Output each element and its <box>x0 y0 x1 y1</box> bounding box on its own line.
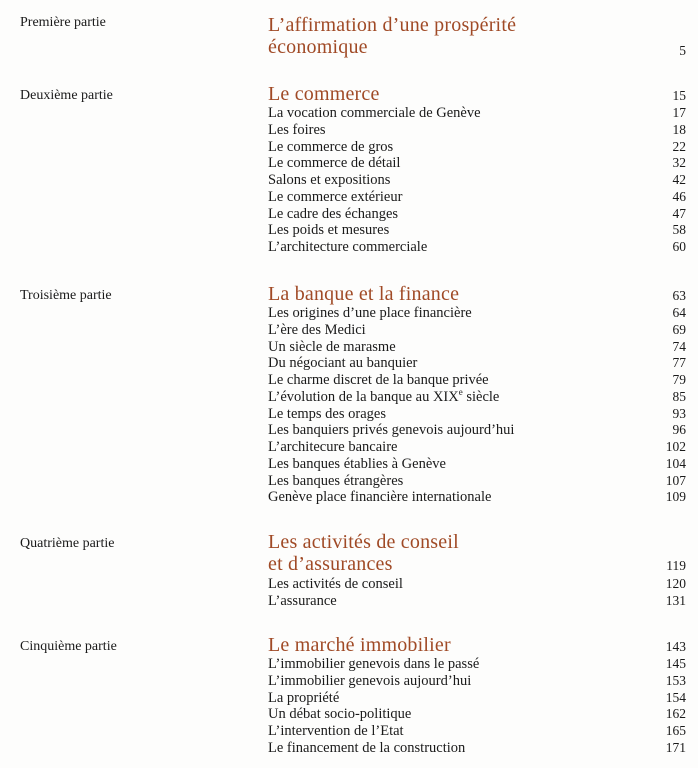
entry-page: 171 <box>665 739 686 755</box>
entry-title: Les banques étrangères <box>268 472 404 489</box>
entry-page: 153 <box>665 672 686 688</box>
entry-title: Les foires <box>268 121 326 138</box>
entry-page: 58 <box>672 222 686 238</box>
part-page-number: 143 <box>665 639 686 654</box>
part-label: Quatrième partie <box>20 536 115 551</box>
part-page-number: 63 <box>672 288 686 303</box>
entry-page: 22 <box>672 138 686 154</box>
entry-title: Du négociant au banquier <box>268 355 418 372</box>
entry-page: 60 <box>672 239 686 254</box>
part-title[interactable] <box>268 83 608 105</box>
entry-title: Les banques établies à Genève <box>268 455 446 472</box>
entry-page: 18 <box>672 121 686 137</box>
entry-title-after: siècle <box>462 388 500 405</box>
toc-entry[interactable] <box>268 456 686 473</box>
part-title-line: L’affirmation d’une prospérité <box>268 14 517 36</box>
entry-title: Le cadre des échanges <box>268 205 399 222</box>
toc-entry[interactable] <box>268 339 686 356</box>
entry-title: Le financement de la construction <box>268 739 466 756</box>
toc-entry[interactable] <box>268 673 686 690</box>
toc-entry[interactable] <box>268 690 686 707</box>
entry-title: Le temps des orages <box>268 405 386 422</box>
toc-entry[interactable] <box>268 105 686 122</box>
toc-entry[interactable] <box>268 706 686 723</box>
toc-entry[interactable] <box>268 189 686 206</box>
entry-page: 77 <box>672 355 686 371</box>
toc-entry[interactable] <box>268 206 686 223</box>
entry-page: 96 <box>672 422 686 438</box>
entry-page: 145 <box>665 656 686 671</box>
entry-list <box>268 576 686 610</box>
part-title-line: Le marché immobilier <box>268 634 451 656</box>
entry-title: L’intervention de l’Etat <box>268 723 404 739</box>
part-title-line: économique <box>268 36 368 58</box>
part-title[interactable] <box>268 14 608 58</box>
entry-title: L’assurance <box>268 592 337 609</box>
entry-title: Genève place financière internationale <box>268 489 492 506</box>
part-title-line: La banque et la finance <box>268 283 460 305</box>
entry-page: 85 <box>672 388 686 404</box>
entry-list <box>268 305 686 506</box>
toc-entry[interactable] <box>268 222 686 239</box>
part-page-number: 5 <box>679 43 686 58</box>
toc-entry[interactable] <box>268 740 686 757</box>
toc-entry[interactable] <box>268 172 686 189</box>
entry-page: 46 <box>672 188 686 204</box>
entry-page: 42 <box>672 172 686 187</box>
toc-entry[interactable] <box>268 239 686 256</box>
toc-entry[interactable] <box>268 372 686 389</box>
entry-title: L’architecure bancaire <box>268 439 398 455</box>
toc-entry[interactable] <box>268 155 686 172</box>
entry-page: 154 <box>665 689 686 705</box>
part-label: Deuxième partie <box>20 88 113 103</box>
entry-title: L’immobilier genevois aujourd’hui <box>268 672 472 689</box>
toc-entry[interactable] <box>268 422 686 439</box>
toc-entry[interactable] <box>268 656 686 673</box>
entry-title <box>268 386 500 405</box>
entry-title: Le commerce de gros <box>268 138 394 155</box>
toc-entry[interactable] <box>268 439 686 456</box>
entry-title: Un débat socio-politique <box>268 706 412 723</box>
part-page-number: 15 <box>672 88 686 103</box>
entry-list <box>268 656 686 757</box>
toc-entry[interactable] <box>268 723 686 740</box>
entry-page: 102 <box>665 439 686 454</box>
entry-title: Le commerce extérieur <box>268 188 403 205</box>
entry-title: L’immobilier genevois dans le passé <box>268 656 480 672</box>
toc-entry[interactable] <box>268 386 686 406</box>
part-title-line: Le commerce <box>268 83 380 105</box>
entry-page: 120 <box>665 576 686 591</box>
part-title[interactable] <box>268 634 608 656</box>
entry-page: 69 <box>672 321 686 337</box>
entry-page: 131 <box>665 592 686 608</box>
toc-entry[interactable] <box>268 576 686 593</box>
toc-entry[interactable] <box>268 406 686 423</box>
entry-title: Les poids et mesures <box>268 222 390 239</box>
entry-list <box>268 105 686 256</box>
part-title[interactable] <box>268 283 608 305</box>
toc-entry[interactable] <box>268 122 686 139</box>
entry-title: Les origines d’une place financière <box>268 305 472 321</box>
entry-page: 165 <box>665 723 686 738</box>
entry-page: 109 <box>665 489 686 505</box>
part-label: Troisième partie <box>20 288 112 303</box>
entry-page: 162 <box>665 706 686 722</box>
toc-entry[interactable] <box>268 139 686 156</box>
entry-title: Le commerce de détail <box>268 155 401 172</box>
entry-title: La propriété <box>268 689 340 706</box>
entry-page: 64 <box>672 305 686 320</box>
entry-title: Le charme discret de la banque privée <box>268 372 489 388</box>
entry-title-main: L’évolution de la banque au XIX <box>268 388 459 405</box>
entry-title: La vocation commerciale de Genève <box>268 105 481 121</box>
entry-page: 104 <box>665 455 686 471</box>
entry-page: 74 <box>672 338 686 354</box>
entry-title: L’ère des Medici <box>268 321 366 338</box>
entry-title: Un siècle de marasme <box>268 338 396 355</box>
entry-title: Salons et expositions <box>268 172 391 188</box>
part-page-number: 119 <box>666 558 686 573</box>
entry-page: 32 <box>672 155 686 171</box>
part-label: Première partie <box>20 15 106 30</box>
part-title[interactable] <box>268 531 608 575</box>
toc-entry[interactable] <box>268 593 686 610</box>
toc-entry[interactable] <box>268 305 686 322</box>
entry-page: 93 <box>672 405 686 421</box>
entry-page: 47 <box>672 205 686 221</box>
entry-title: L’architecture commerciale <box>268 239 428 255</box>
entry-title: Les activités de conseil <box>268 576 403 592</box>
toc-entry[interactable] <box>268 473 686 490</box>
superscript: e <box>458 386 463 397</box>
entry-page: 107 <box>665 472 686 488</box>
entry-page: 17 <box>672 105 686 120</box>
entry-title: Les banquiers privés genevois aujourd’hui <box>268 422 515 439</box>
part-label: Cinquième partie <box>20 639 117 654</box>
part-title-line: et d’assurances <box>268 553 393 575</box>
toc-entry[interactable] <box>268 489 686 506</box>
toc-entry[interactable] <box>268 355 686 372</box>
entry-page: 79 <box>672 372 686 387</box>
part-title-line: Les activités de conseil <box>268 531 459 553</box>
toc-entry[interactable] <box>268 322 686 339</box>
